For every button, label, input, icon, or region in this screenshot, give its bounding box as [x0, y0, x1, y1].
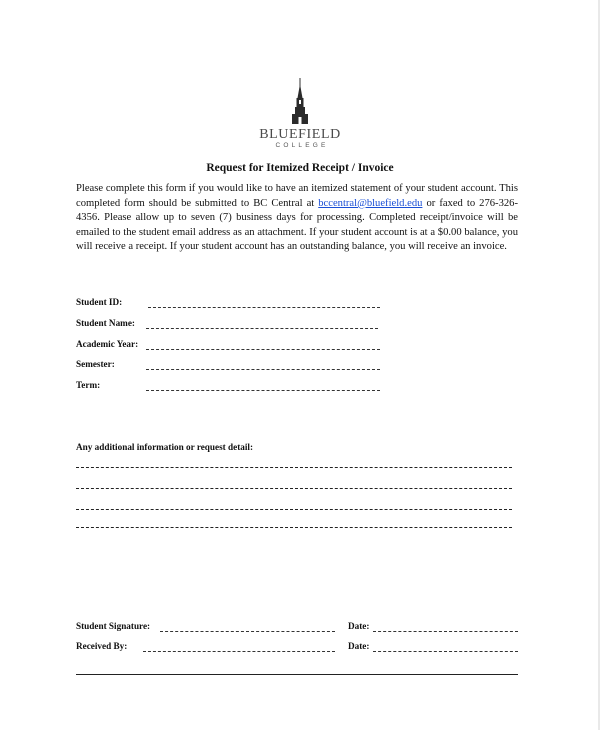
- student-name-label: Student Name:: [76, 318, 135, 328]
- detail-line-2[interactable]: [76, 488, 512, 489]
- form-title: Request for Itemized Receipt / Invoice: [206, 162, 394, 174]
- logo-subname: COLLEGE: [275, 142, 329, 149]
- term-label: Term:: [76, 380, 101, 390]
- received-by-label: Received By:: [76, 641, 128, 651]
- term-field[interactable]: [146, 390, 380, 391]
- received-by-field[interactable]: [143, 651, 335, 652]
- signature-date-field[interactable]: [373, 631, 518, 632]
- email-link[interactable]: bccentral@bluefield.edu: [318, 197, 423, 209]
- student-id-label: Student ID:: [76, 297, 123, 307]
- academic-year-label: Academic Year:: [76, 339, 139, 349]
- detail-line-3[interactable]: [76, 509, 512, 510]
- detail-line-4[interactable]: [76, 527, 512, 528]
- intro-text-start: Please complete this form if you would like to have an itemized statement of your student account. This completed form should be submitted to BC Central at: [76, 183, 518, 209]
- student-name-field[interactable]: [146, 328, 378, 329]
- semester-label: Semester:: [76, 359, 115, 369]
- student-id-field[interactable]: [148, 307, 380, 308]
- additional-info-label: Any additional information or request detail:: [76, 442, 254, 452]
- student-signature-field[interactable]: [160, 631, 335, 632]
- intro-text-end: or faxed to 276-326-4356. Please allow up to seven (7) business days for processing. Completed receipt/invoice will be emailed to the student email address as an attachment. If your student account is at a $0.00 balance, you will receive a receipt. If your student account has an outstanding balance, you will receive an invoice.: [76, 197, 518, 253]
- student-signature-label: Student Signature:: [76, 621, 151, 631]
- intro-paragraph: [76, 182, 518, 255]
- academic-year-field[interactable]: [146, 349, 380, 350]
- received-date-label: Date:: [348, 641, 370, 651]
- footer-rule: [76, 674, 518, 675]
- received-date-field[interactable]: [373, 651, 518, 652]
- logo-name: BLUEFIELD: [259, 127, 341, 142]
- college-logo: [0, 78, 600, 149]
- semester-field[interactable]: [146, 369, 380, 370]
- chapel-steeple-icon: [291, 78, 309, 124]
- signature-date-label: Date:: [348, 621, 370, 631]
- detail-line-1[interactable]: [76, 467, 512, 468]
